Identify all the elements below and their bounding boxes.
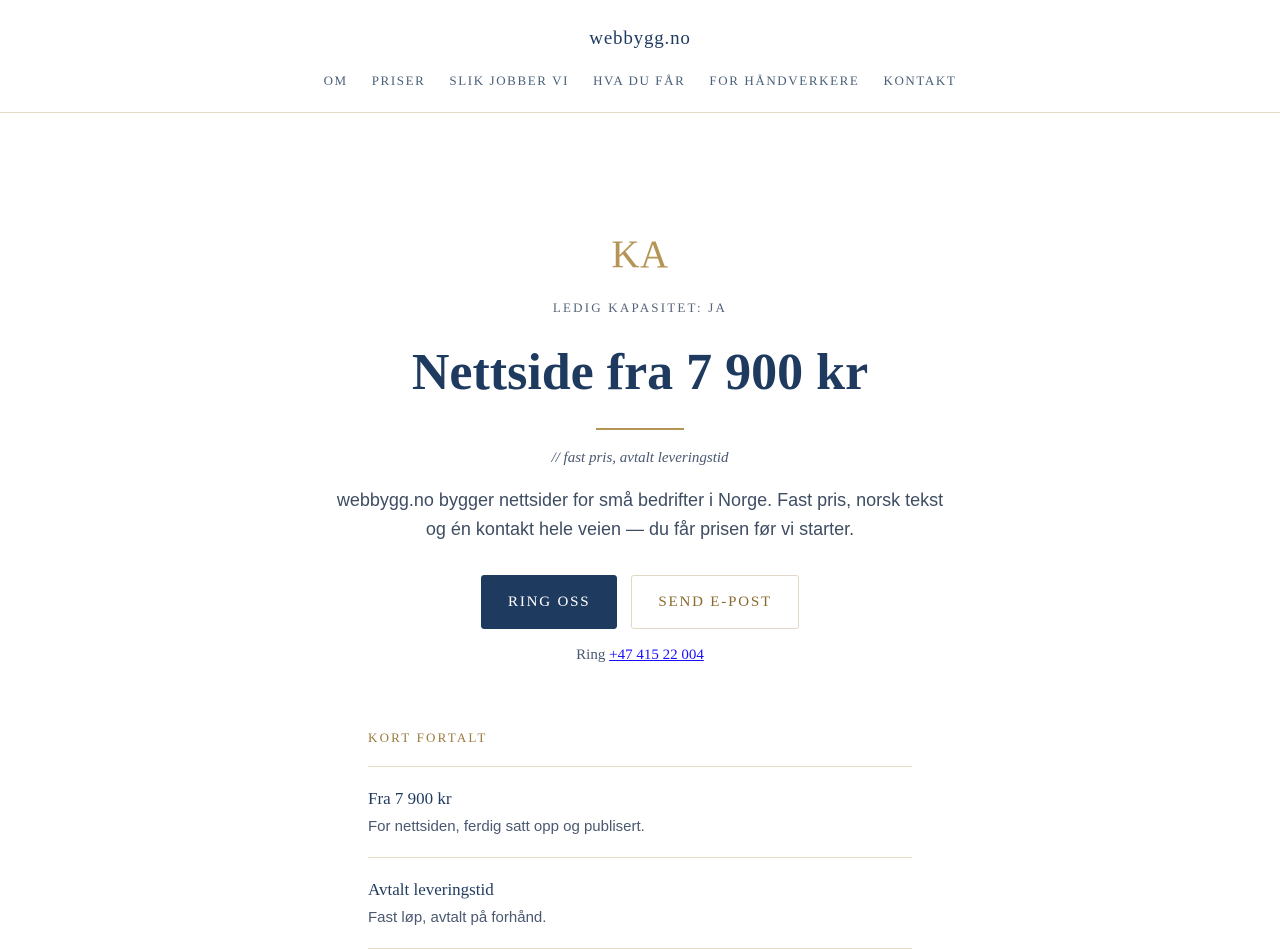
nav-item-slik-jobber-vi[interactable]: SLIK JOBBER VI [449,73,570,88]
fact-item [368,858,912,949]
hero-section [0,232,1280,949]
email-button[interactable]: SEND E-POST [631,575,799,629]
gold-divider [596,428,684,430]
nav-item-for-handverkere[interactable]: FOR HÅNDVERKERE [709,73,860,88]
facts-section [368,730,912,949]
call-line [0,647,1280,664]
monogram: KA [611,233,669,276]
main-nav [0,73,1280,89]
capacity-kicker: LEDIG KAPASITET: JA [552,300,728,315]
fact-description: For nettsiden, ferdig satt opp og publisert. [368,818,645,835]
call-prefix: Ring [576,647,606,663]
fact-description: Fast løp, avtalt på forhånd. [368,909,547,926]
fact-title: Avtalt leveringstid [368,880,494,899]
nav-item-hva-du-far[interactable]: HVA DU FÅR [593,73,686,88]
hero-tagline: // fast pris, avtalt leveringstid [551,450,729,466]
cta-row [0,575,1280,629]
call-button[interactable]: RING OSS [481,575,617,629]
brand-link[interactable]: webbygg.no [589,28,691,49]
nav-item-kontakt[interactable]: KONTAKT [883,73,957,88]
facts-label: KORT FORTALT [368,730,912,767]
nav-item-priser[interactable]: PRISER [371,73,426,88]
phone-link[interactable]: +47 415 22 004 [609,647,704,663]
hero-title: Nettside fra 7 900 kr [411,344,869,401]
hero-lead: webbygg.no bygger nettsider for små bedrifter i Norge. Fast pris, norsk tekst og én kontakt hele veien — du får prisen før vi starter. [336,490,944,539]
nav-item-om[interactable]: OM [323,73,348,88]
site-header [0,0,1280,113]
fact-title: Fra 7 900 kr [368,789,452,808]
fact-item [368,767,912,858]
